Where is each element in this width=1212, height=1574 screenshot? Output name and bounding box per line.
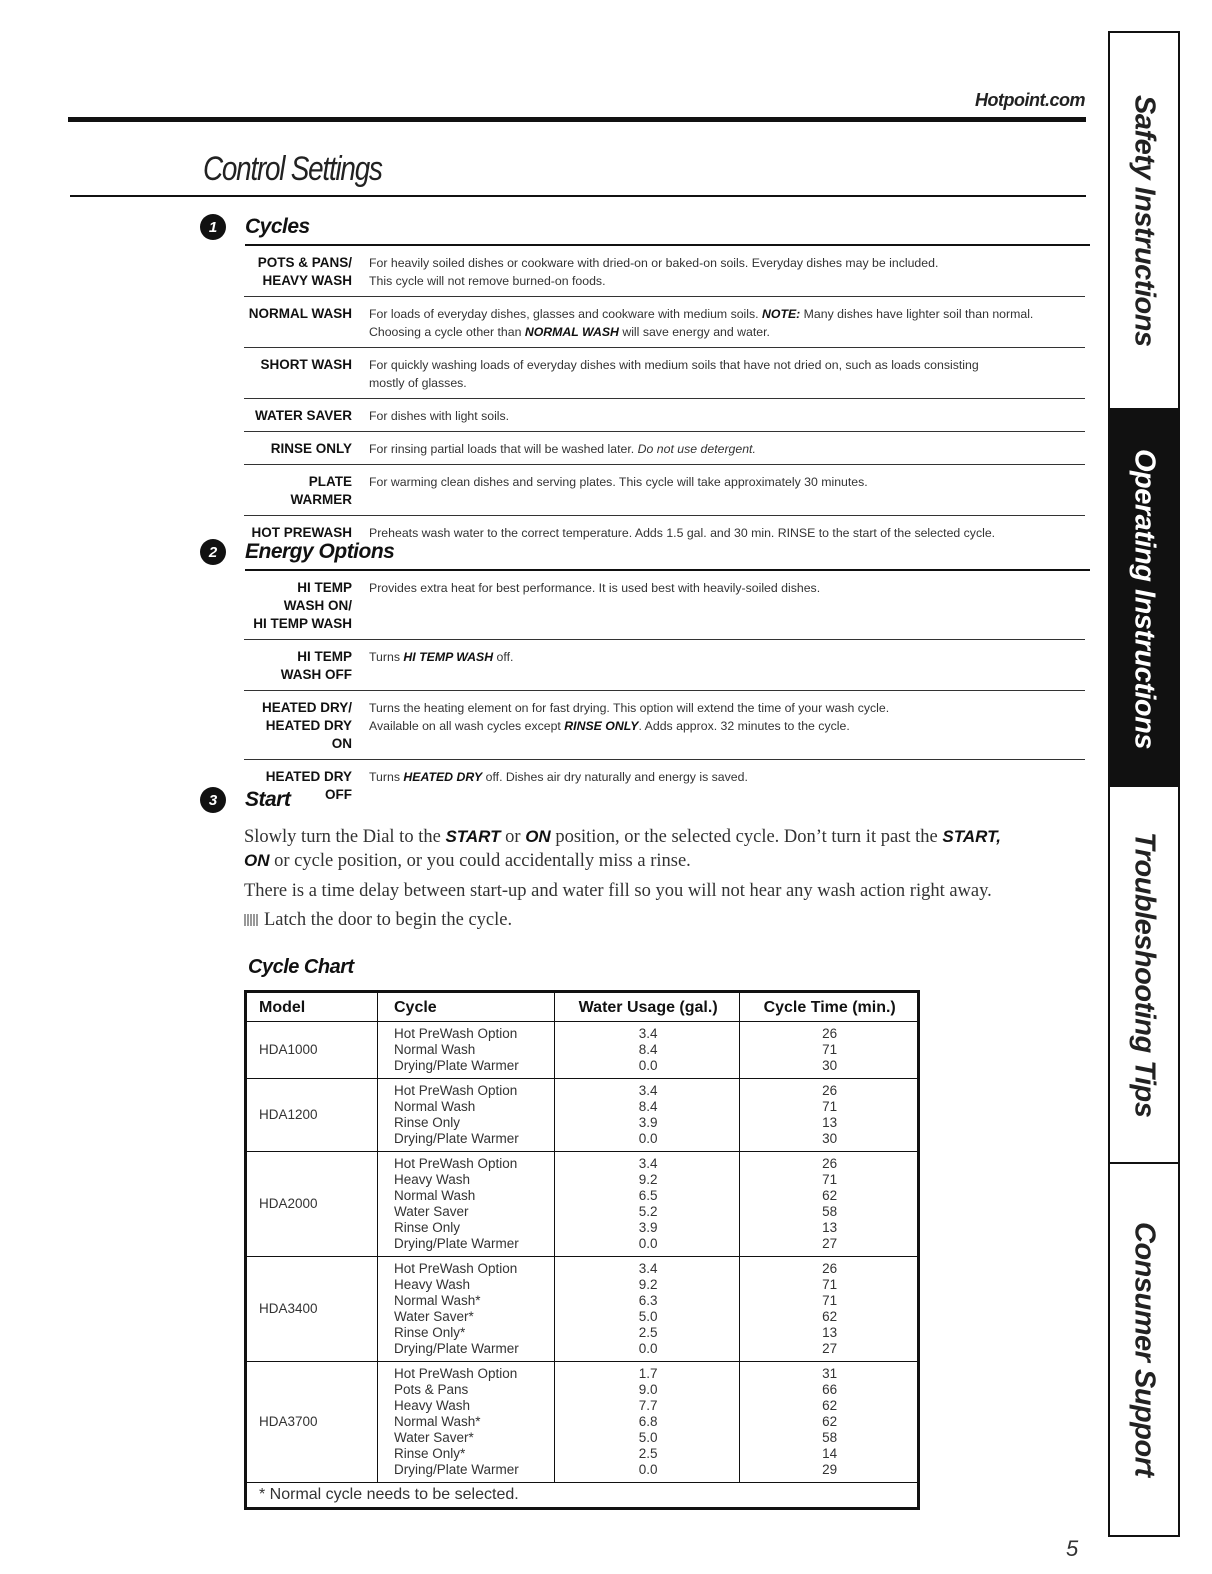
setting-row — [244, 297, 1085, 348]
cell-value: Hot PreWash Option — [394, 1156, 518, 1171]
description-text: This cycle will not remove burned-on foods. — [369, 274, 606, 288]
description-text: mostly of glasses. — [369, 376, 467, 390]
cycle-time-cell — [740, 1022, 919, 1079]
setting-description — [369, 407, 1085, 425]
description-text: or — [500, 827, 526, 847]
cell-value: Pots & Pans — [394, 1382, 469, 1397]
description-text: Provides extra heat for best performance. It is used best with heavily-soiled dishes. — [369, 581, 821, 595]
cycle-chart-title: Cycle Chart — [248, 956, 354, 978]
cell-value: 5.2 — [638, 1204, 658, 1219]
table-header-row — [246, 992, 919, 1022]
description-text: will save energy and water. — [618, 325, 770, 339]
description-text: Slowly turn the Dial to the — [244, 827, 446, 847]
water-usage-cell — [555, 1257, 740, 1362]
start-paragraph-3-text: Latch the door to begin the cycle. — [264, 910, 513, 930]
page-number: 5 — [1066, 1536, 1079, 1561]
cycles-section — [200, 212, 1090, 548]
setting-description — [369, 254, 1085, 290]
emphasis-text: HI TEMP WASH — [403, 650, 494, 664]
emphasis-text: NORMAL WASH — [524, 325, 619, 339]
description-text: . Adds approx. 32 minutes to the cycle. — [638, 719, 850, 733]
description-text: Available on all wash cycles except — [369, 719, 565, 733]
description-text: For dishes with light soils. — [369, 409, 510, 423]
cell-value: Rinse Only — [394, 1115, 461, 1130]
setting-row — [244, 432, 1085, 465]
setting-description — [369, 305, 1085, 341]
emphasis-text: ON — [525, 827, 551, 846]
cycle-cell — [378, 1362, 555, 1483]
table-row — [246, 1079, 919, 1152]
cell-value: 71 — [822, 1042, 838, 1057]
description-text: For rinsing partial loads that will be washed later. — [369, 442, 638, 456]
cell-value: HDA1200 — [259, 1107, 318, 1122]
setting-label: HEATED DRY OFF — [265, 769, 352, 802]
cell-value: 58 — [822, 1204, 838, 1219]
cell-value: Normal Wash — [394, 1188, 476, 1203]
cell-value: 0.0 — [638, 1131, 658, 1146]
cell-value: 26 — [822, 1083, 838, 1098]
table-row — [246, 1362, 919, 1483]
cell-value: 66 — [822, 1382, 838, 1397]
description-text: Turns — [369, 770, 404, 784]
cell-value: HDA3700 — [259, 1414, 318, 1429]
site-url: Hotpoint.com — [975, 90, 1085, 110]
setting-label: HOT PREWASH — [251, 525, 352, 540]
model-cell — [246, 1257, 378, 1362]
header-water-usage: Water Usage (gal.) — [555, 992, 740, 1022]
cell-value: 30 — [822, 1131, 838, 1146]
cycle-time-cell — [740, 1257, 919, 1362]
cell-value: Drying/Plate Warmer — [394, 1058, 519, 1073]
cell-value: Hot PreWash Option — [394, 1083, 518, 1098]
cell-value: Drying/Plate Warmer — [394, 1341, 519, 1356]
cell-value: 71 — [822, 1172, 838, 1187]
side-tab-troubleshooting[interactable] — [1110, 787, 1178, 1164]
description-text: Turns the heating element on for fast drying. This option will extend the time of your wash cycle. — [369, 701, 890, 715]
cell-value: Drying/Plate Warmer — [394, 1131, 519, 1146]
cell-value: 8.4 — [638, 1099, 658, 1114]
description-text: or cycle position, or you could accidentally miss a rinse. — [269, 851, 691, 871]
cell-value: 30 — [822, 1058, 838, 1073]
description-text: Turns — [369, 650, 404, 664]
cell-value: Drying/Plate Warmer — [394, 1462, 519, 1477]
cell-value: Heavy Wash — [394, 1277, 471, 1292]
title-rule — [70, 195, 1086, 197]
cell-value: Hot PreWash Option — [394, 1026, 518, 1041]
cell-value: 2.5 — [638, 1325, 658, 1340]
energy-options-section — [200, 537, 1090, 810]
emphasis-text: START, — [942, 827, 1001, 846]
setting-description — [369, 473, 1085, 509]
cycle-time-cell — [740, 1362, 919, 1483]
setting-description — [369, 648, 1085, 684]
cell-value: 6.3 — [638, 1293, 658, 1308]
cell-value: Rinse Only* — [394, 1325, 466, 1340]
description-text: For warming clean dishes and serving plates. This cycle will take approximately 30 minutes. — [369, 475, 868, 489]
setting-row — [244, 399, 1085, 432]
cell-value: 9.2 — [638, 1172, 658, 1187]
header-cycle-time: Cycle Time (min.) — [740, 992, 919, 1022]
start-paragraph-2: There is a time delay between start-up and water fill so you will not hear any wash action right away. — [244, 881, 992, 901]
cell-value: 9.0 — [638, 1382, 658, 1397]
cycle-cell — [378, 1257, 555, 1362]
section-number-badge: 3 — [200, 787, 226, 813]
cell-value: 7.7 — [638, 1398, 658, 1413]
side-tab-consumer-support[interactable] — [1110, 1164, 1178, 1535]
cycles-list — [244, 246, 1085, 548]
cell-value: HDA3400 — [259, 1301, 318, 1316]
cycle-chart-table — [244, 990, 920, 1510]
energy-options-list — [244, 571, 1085, 810]
table-row — [246, 1257, 919, 1362]
cell-value: 26 — [822, 1026, 838, 1041]
cycle-cell — [378, 1152, 555, 1257]
model-cell — [246, 1079, 378, 1152]
cell-value: 14 — [822, 1446, 838, 1461]
emphasis-text: RINSE ONLY — [564, 719, 639, 733]
section-number-badge: 1 — [200, 214, 226, 240]
setting-description — [369, 579, 1085, 633]
cell-value: 6.5 — [638, 1188, 658, 1203]
start-section — [200, 785, 1090, 815]
emphasis-text: START — [445, 827, 501, 846]
setting-label: WATER SAVER — [254, 408, 352, 423]
water-usage-cell — [555, 1079, 740, 1152]
cell-value: 0.0 — [638, 1462, 658, 1477]
setting-label: HI TEMP WASH OFF — [280, 649, 352, 682]
cell-value: Drying/Plate Warmer — [394, 1236, 519, 1251]
description-text: For loads of everyday dishes, glasses and cookware with medium soils. — [369, 307, 762, 321]
setting-description — [369, 440, 1085, 458]
water-usage-cell — [555, 1362, 740, 1483]
side-tab-strip — [1108, 31, 1180, 1537]
start-paragraph-3 — [244, 909, 1074, 932]
cell-value: 27 — [822, 1236, 838, 1251]
cell-value: 29 — [822, 1462, 838, 1477]
setting-label: SHORT WASH — [260, 357, 352, 372]
cell-value: 26 — [822, 1261, 838, 1276]
cell-value: Water Saver* — [394, 1309, 474, 1324]
cell-value: 3.9 — [638, 1220, 658, 1235]
cell-value: Hot PreWash Option — [394, 1366, 518, 1381]
header-rule — [68, 117, 1086, 122]
water-usage-cell — [555, 1152, 740, 1257]
cycle-cell — [378, 1079, 555, 1152]
model-cell — [246, 1152, 378, 1257]
cell-value: Hot PreWash Option — [394, 1261, 518, 1276]
cell-value: 3.4 — [638, 1026, 658, 1041]
section-number-badge: 2 — [200, 539, 226, 565]
setting-row — [244, 691, 1085, 760]
setting-label: POTS & PANS/ HEAVY WASH — [257, 255, 352, 288]
header-cycle: Cycle — [378, 992, 555, 1022]
cell-value: 3.4 — [638, 1083, 658, 1098]
header-model: Model — [246, 992, 378, 1022]
cell-value: 5.0 — [638, 1309, 658, 1324]
description-text: Choosing a cycle other than — [369, 325, 525, 339]
section-title: Cycles — [245, 215, 310, 238]
table-footnote: * Normal cycle needs to be selected. — [246, 1483, 919, 1509]
cell-value: 0.0 — [638, 1341, 658, 1356]
setting-description — [369, 356, 1085, 392]
cell-value: 13 — [822, 1220, 838, 1235]
cell-value: 62 — [822, 1188, 838, 1203]
cell-value: Water Saver — [394, 1204, 469, 1219]
cycle-cell — [378, 1022, 555, 1079]
model-cell — [246, 1022, 378, 1079]
section-title: Start — [245, 788, 291, 811]
emphasis-text: NOTE: — [762, 307, 801, 321]
side-tab-label: Troubleshooting Tips — [1128, 831, 1161, 1118]
cell-value: 9.2 — [638, 1277, 658, 1292]
cell-value: 8.4 — [638, 1042, 658, 1057]
setting-label: HEATED DRY/ HEATED DRY ON — [261, 700, 352, 751]
description-text: For heavily soiled dishes or cookware with dried-on or baked-on soils. Everyday dishes may be included. — [369, 256, 939, 270]
emphasis-text: ON — [244, 851, 270, 870]
cell-value: 62 — [822, 1398, 838, 1413]
table-row — [246, 1152, 919, 1257]
cell-value: Normal Wash* — [394, 1293, 481, 1308]
setting-label: PLATE WARMER — [290, 474, 352, 507]
setting-row — [244, 348, 1085, 399]
section-title: Energy Options — [245, 540, 395, 563]
cell-value: HDA2000 — [259, 1196, 318, 1211]
cell-value: Normal Wash — [394, 1099, 476, 1114]
table-row — [246, 1022, 919, 1079]
side-tab-safety[interactable] — [1110, 33, 1178, 410]
bullet-icon — [244, 914, 258, 926]
cell-value: Heavy Wash — [394, 1172, 471, 1187]
cell-value: Rinse Only — [394, 1220, 461, 1235]
description-text: For quickly washing loads of everyday dishes with medium soils that have not dried on, such as loads consisting — [369, 358, 979, 372]
cell-value: 62 — [822, 1414, 838, 1429]
model-cell — [246, 1362, 378, 1483]
cell-value: 5.0 — [638, 1430, 658, 1445]
start-paragraph-1 — [244, 825, 1074, 873]
setting-label: RINSE ONLY — [270, 441, 352, 456]
description-text: off. Dishes air dry naturally and energy is saved. — [482, 770, 748, 784]
side-tab-label: Consumer Support — [1128, 1222, 1161, 1477]
cell-value: 3.9 — [638, 1115, 658, 1130]
page-title: Control Settings — [203, 150, 382, 188]
cell-value: 62 — [822, 1309, 838, 1324]
cycle-time-cell — [740, 1079, 919, 1152]
cell-value: HDA1000 — [259, 1042, 318, 1057]
setting-label: NORMAL WASH — [248, 306, 352, 321]
description-text: Preheats wash water to the correct temperature. Adds 1.5 gal. and 30 min. RINSE to the start of the selected cycle. — [369, 526, 996, 540]
cell-value: 27 — [822, 1341, 838, 1356]
cell-value: 71 — [822, 1099, 838, 1114]
description-text: position, or the selected cycle. Don’t turn it past the — [550, 827, 943, 847]
italic-text: Do not use detergent. — [637, 442, 756, 456]
cell-value: Rinse Only* — [394, 1446, 466, 1461]
table-footnote-row — [246, 1483, 919, 1509]
description-text: Many dishes have lighter soil than normal. — [800, 307, 1034, 321]
cell-value: 13 — [822, 1115, 838, 1130]
cell-value: 13 — [822, 1325, 838, 1340]
cell-value: Normal Wash* — [394, 1414, 481, 1429]
cell-value: 71 — [822, 1277, 838, 1292]
emphasis-text: HEATED DRY — [403, 770, 483, 784]
cell-value: 3.4 — [638, 1156, 658, 1171]
cell-value: 71 — [822, 1293, 838, 1308]
side-tab-label: Safety Instructions — [1128, 94, 1161, 347]
description-text: off. — [493, 650, 514, 664]
cell-value: Water Saver* — [394, 1430, 474, 1445]
cell-value: 3.4 — [638, 1261, 658, 1276]
cycle-time-cell — [740, 1152, 919, 1257]
setting-row — [244, 571, 1085, 640]
cell-value: 1.7 — [638, 1366, 658, 1381]
water-usage-cell — [555, 1022, 740, 1079]
setting-row — [244, 246, 1085, 297]
cell-value: 0.0 — [638, 1058, 658, 1073]
setting-label: HI TEMP WASH ON/ HI TEMP WASH — [253, 580, 352, 631]
cell-value: 26 — [822, 1156, 838, 1171]
setting-description — [369, 699, 1085, 753]
cell-value: Heavy Wash — [394, 1398, 471, 1413]
cell-value: 0.0 — [638, 1236, 658, 1251]
setting-row — [244, 465, 1085, 516]
cell-value: 31 — [822, 1366, 838, 1381]
cell-value: 6.8 — [638, 1414, 658, 1429]
cell-value: Normal Wash — [394, 1042, 476, 1057]
side-tab-label: Operating Instructions — [1128, 448, 1161, 749]
setting-row — [244, 640, 1085, 691]
cell-value: 2.5 — [638, 1446, 658, 1461]
side-tab-operating[interactable] — [1110, 410, 1178, 787]
cell-value: 58 — [822, 1430, 838, 1445]
